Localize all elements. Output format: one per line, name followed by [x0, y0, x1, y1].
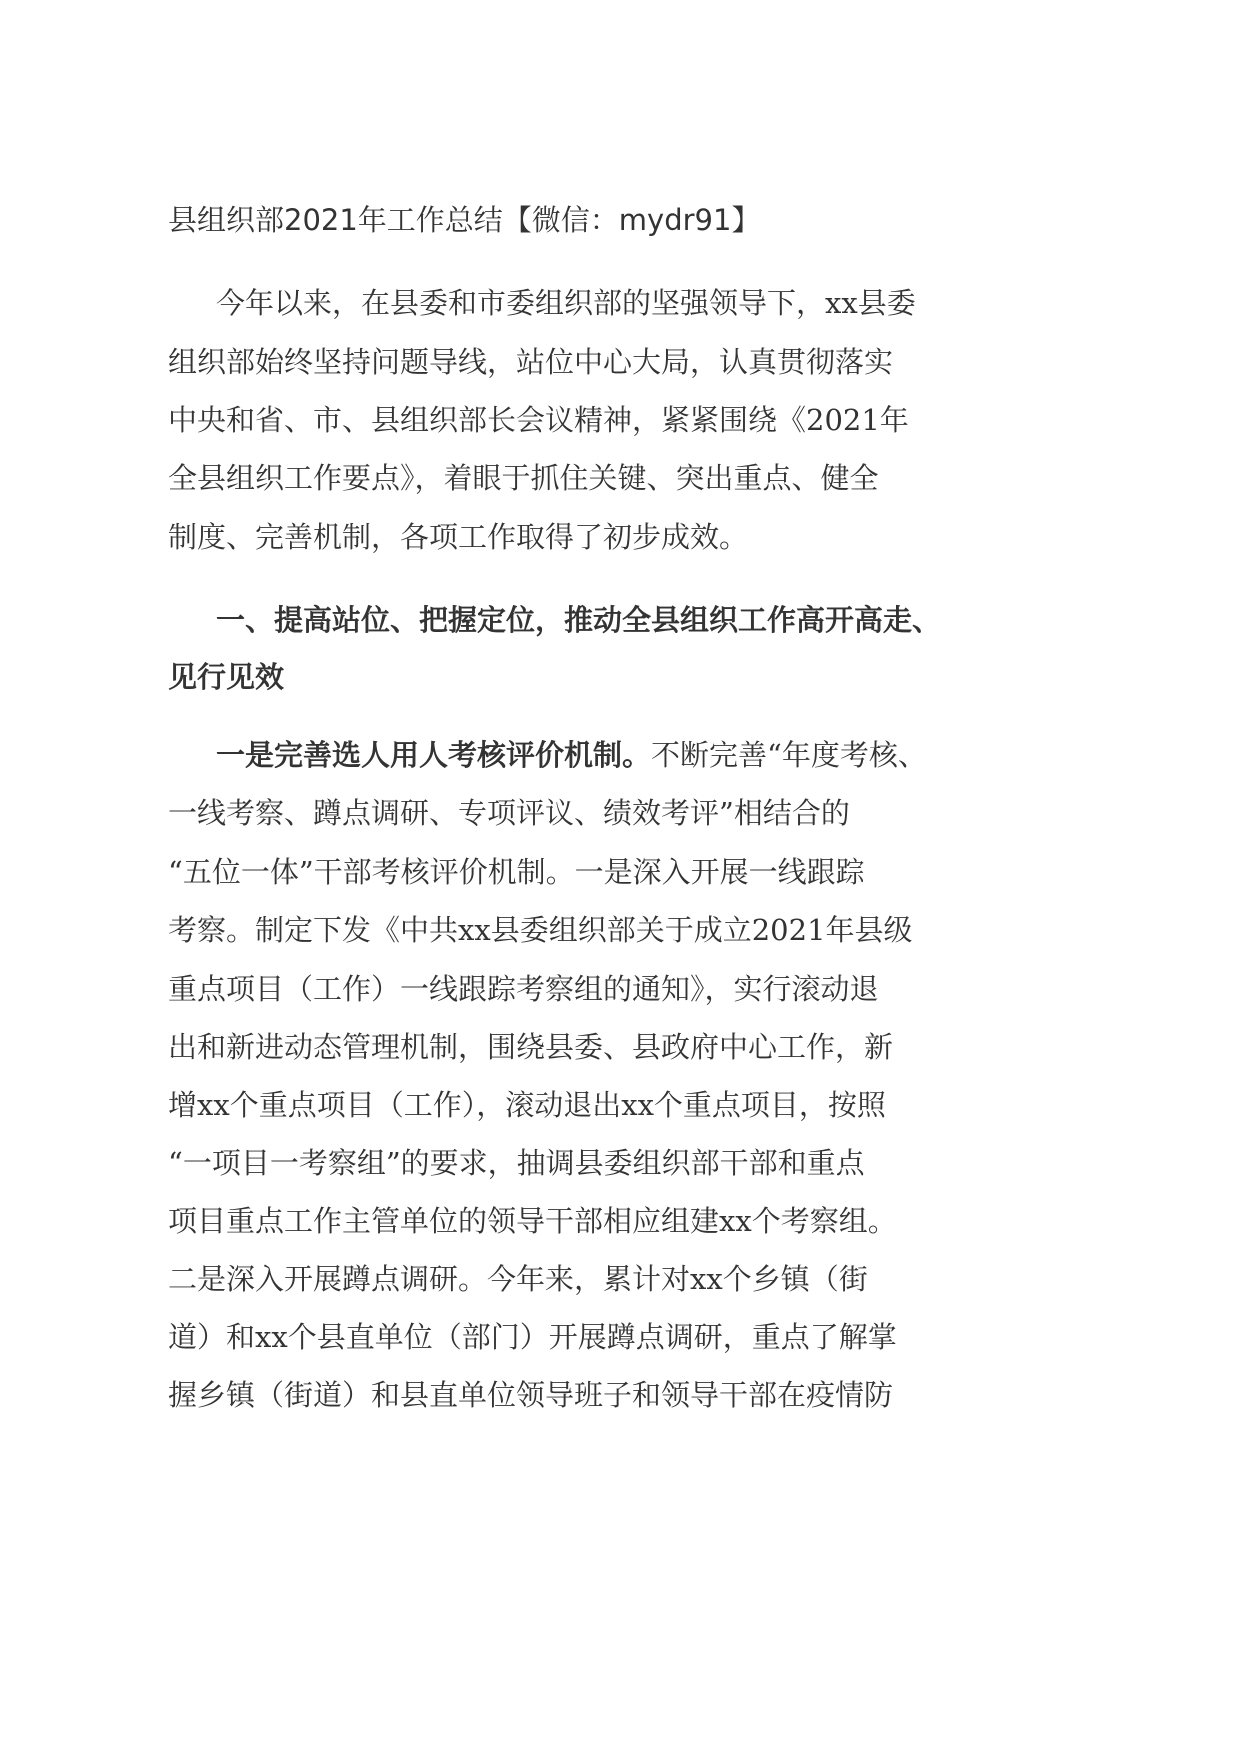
paragraph-line: 重点项目（工作）一线跟踪考察组的通知》，实行滚动退	[168, 972, 879, 1006]
paragraph-line: 考察。制定下发《中共xx县委组织部关于成立2021年县级	[168, 913, 913, 947]
paragraph-text: 不断完善“年度考核、	[651, 738, 927, 772]
paragraph-lead: 一是完善选人用人考核评价机制。	[216, 738, 652, 772]
paragraph-line: 制度、完善机制，各项工作取得了初步成效。	[168, 520, 749, 554]
paragraph-line: 增xx个重点项目（工作），滚动退出xx个重点项目，按照	[168, 1088, 886, 1122]
paragraph-line	[216, 735, 927, 775]
section-heading: 一、提高站位、把握定位，推动全县组织工作高开高走、	[216, 603, 942, 637]
section-heading: 见行见效	[168, 660, 285, 694]
document-title: 县组织部2021年工作总结【微信：mydr91】	[168, 203, 761, 237]
paragraph-line: 一线考察、蹲点调研、专项评议、绩效考评”相结合的	[168, 796, 850, 830]
paragraph-line: “五位一体”干部考核评价机制。一是深入开展一线跟踪	[168, 855, 865, 889]
paragraph-line: 全县组织工作要点》，着眼于抓住关键、突出重点、健全	[168, 461, 879, 495]
paragraph-line: “一项目一考察组”的要求，抽调县委组织部干部和重点	[168, 1146, 865, 1180]
paragraph-line: 中央和省、市、县组织部长会议精神，紧紧围绕《2021年	[168, 403, 909, 437]
paragraph-line: 握乡镇（街道）和县直单位领导班子和领导干部在疫情防	[168, 1378, 894, 1412]
paragraph-line: 项目重点工作主管单位的领导干部相应组建xx个考察组。	[168, 1204, 897, 1238]
paragraph-line: 出和新进动态管理机制，围绕县委、县政府中心工作，新	[168, 1030, 894, 1064]
paragraph-line: 今年以来，在县委和市委组织部的坚强领导下，xx县委	[216, 286, 916, 320]
paragraph-line: 道）和xx个县直单位（部门）开展蹲点调研，重点了解掌	[168, 1320, 897, 1354]
paragraph-line: 组织部始终坚持问题导线，站位中心大局，认真贯彻落实	[168, 345, 894, 379]
paragraph-line: 二是深入开展蹲点调研。今年来，累计对xx个乡镇（街	[168, 1262, 868, 1296]
